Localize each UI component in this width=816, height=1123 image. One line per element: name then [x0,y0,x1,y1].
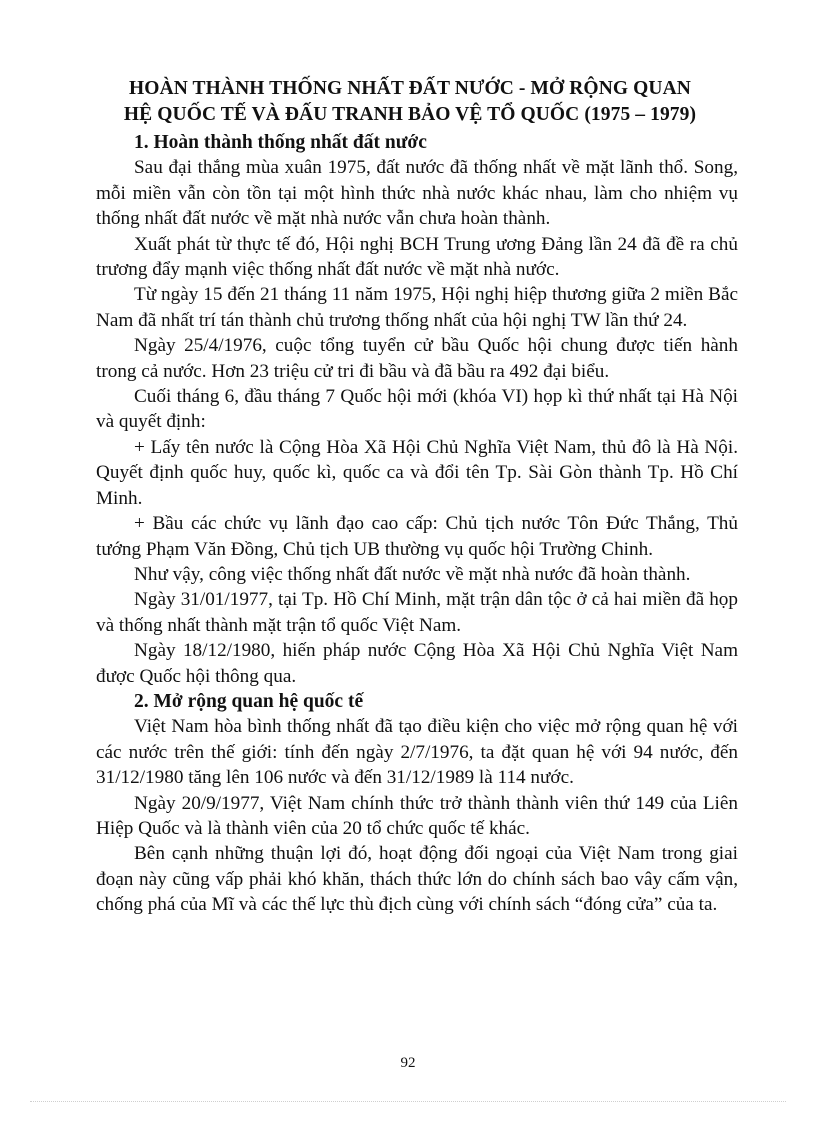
document-title [60,76,760,128]
paragraph: Việt Nam hòa bình thống nhất đã tạo điều kiện cho việc mở rộng quan hệ với các nước trên thế giới: tính đến ngày 2/7/1976, ta đặt quan hệ với 94 nước, đến 31/12/1980 tăng lên 106 nước và đến 31/12/1989 là 114 nước. [96,716,738,789]
paragraph: Như vậy, công việc thống nhất đất nước về mặt nhà nước đã hoàn thành. [134,563,691,585]
paragraph: Cuối tháng 6, đầu tháng 7 Quốc hội mới (khóa VI) họp kì thứ nhất tại Hà Nội và quyết định: [96,386,738,433]
page-bottom-rule [30,1101,786,1102]
paragraph: Từ ngày 15 đến 21 tháng 11 năm 1975, Hội nghị hiệp thương giữa 2 miền Bắc Nam đã nhất trí tán thành chủ trương thống nhất của hội nghị TW lần thứ 24. [96,284,738,331]
paragraph: Bên cạnh những thuận lợi đó, hoạt động đối ngoại của Việt Nam trong giai đoạn này cũng vấp phải khó khăn, thách thức lớn do chính sách bao vây cấm vận, chống phá của Mĩ và các thế lực thù địch cùng với chính sách “đóng cửa” của ta. [96,843,738,916]
list-item: + Bầu các chức vụ lãnh đạo cao cấp: Chủ tịch nước Tôn Đức Thắng, Thủ tướng Phạm Văn Đồng, Chủ tịch UB thường vụ quốc hội Trường Chinh. [96,513,738,560]
paragraph: Ngày 20/9/1977, Việt Nam chính thức trở thành thành viên thứ 149 của Liên Hiệp Quốc và là thành viên của 20 tổ chức quốc tế khác. [96,792,738,839]
document-body [96,130,738,918]
paragraph: Ngày 31/01/1977, tại Tp. Hồ Chí Minh, mặt trận dân tộc ở cả hai miền đã họp và thống nhất thành mặt trận tổ quốc Việt Nam. [96,589,738,636]
paragraph: Ngày 25/4/1976, cuộc tổng tuyển cử bầu Quốc hội chung được tiến hành trong cả nước. Hơn 23 triệu cử tri đi bầu và đã bầu ra 492 đại biểu. [96,335,738,382]
paragraph: Ngày 18/12/1980, hiến pháp nước Cộng Hòa Xã Hội Chủ Nghĩa Việt Nam được Quốc hội thông qua. [96,640,738,687]
list-item: + Lấy tên nước là Cộng Hòa Xã Hội Chủ Nghĩa Việt Nam, thủ đô là Hà Nội. Quyết định quốc huy, quốc kì, quốc ca và đổi tên Tp. Sài Gòn thành Tp. Hồ Chí Minh. [96,436,738,509]
section-1-heading: 1. Hoàn thành thống nhất đất nước [134,132,427,153]
title-line-2: HỆ QUỐC TẾ VÀ ĐẤU TRANH BẢO VỆ TỔ QUỐC (1975 – 1979) [123,104,697,125]
page-number: 92 [400,1055,416,1071]
title-line-1: HOÀN THÀNH THỐNG NHẤT ĐẤT NƯỚC - MỞ RỘNG QUAN [129,78,691,99]
paragraph: Xuất phát từ thực tế đó, Hội nghị BCH Trung ương Đảng lần 24 đã đề ra chủ trương đẩy mạnh việc thống nhất đất nước về mặt nhà nước. [96,233,738,281]
section-2-heading: 2. Mở rộng quan hệ quốc tế [134,690,364,712]
paragraph: Sau đại thắng mùa xuân 1975, đất nước đã thống nhất về mặt lãnh thổ. Song, mỗi miền vẫn còn tồn tại một hình thức nhà nước khác nhau, làm cho nhiệm vụ thống nhất đất nước về mặt nhà nước vẫn chưa hoàn thành. [96,157,738,230]
